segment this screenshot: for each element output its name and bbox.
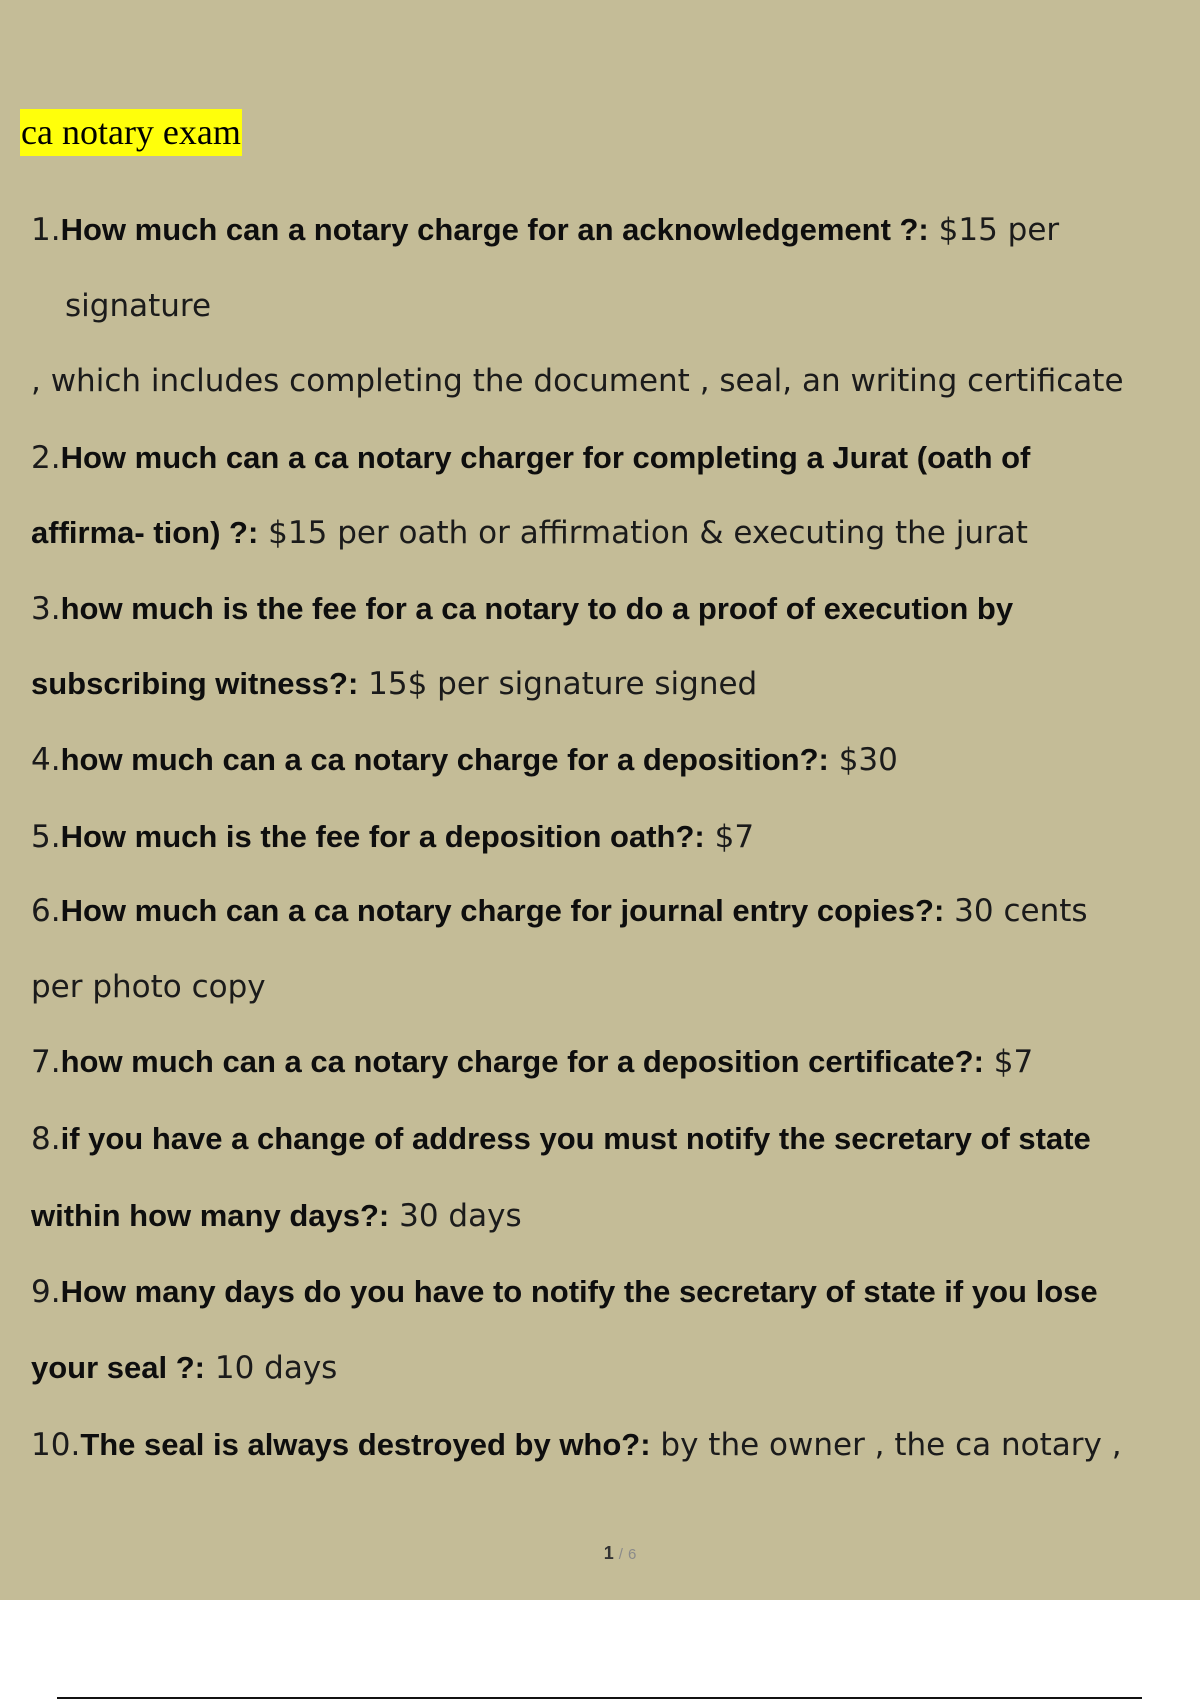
item-question: how much is the fee for a ca notary to do a proof of execution by	[60, 591, 1014, 626]
item-number: 10.	[31, 1427, 81, 1463]
current-page: 1	[603, 1543, 614, 1563]
list-item	[31, 740, 898, 780]
item-question: how much can a ca notary charge for a deposition?:	[60, 742, 829, 777]
item-number: 3.	[31, 591, 61, 627]
item-answer: 10 days	[214, 1350, 338, 1386]
list-item-continuation	[31, 1348, 337, 1388]
item-answer: by the owner , the ca notary ,	[660, 1427, 1122, 1463]
item-answer: $30	[838, 742, 898, 778]
list-item	[31, 1272, 1098, 1312]
item-question: How many days do you have to notify the secretary of state if you lose	[60, 1274, 1098, 1309]
item-answer: 30 cents	[954, 893, 1088, 929]
item-question: The seal is always destroyed by who?:	[80, 1427, 651, 1462]
item-number: 5.	[31, 819, 61, 855]
item-number: 7.	[31, 1044, 61, 1080]
item-answer: $7	[993, 1044, 1034, 1080]
item-answer: 30 days	[399, 1198, 522, 1234]
item-question: How much can a ca notary charger for completing a Jurat (oath of	[60, 440, 1031, 475]
item-number: 9.	[31, 1274, 61, 1310]
list-item	[31, 589, 1013, 629]
item-question-continuation: affirma- tion) ?:	[31, 515, 259, 550]
item-question: How much is the fee for a deposition oath?:	[60, 819, 705, 854]
item-question-continuation: subscribing witness?:	[31, 666, 359, 701]
list-item	[31, 1042, 1033, 1082]
list-item	[31, 891, 1088, 931]
list-item	[31, 1119, 1091, 1159]
item-question: How much can a notary charge for an acknowledgement ?:	[60, 212, 929, 247]
page-separator: /	[618, 1546, 623, 1563]
item-number: 2.	[31, 440, 61, 476]
item-question: how much can a ca notary charge for a deposition certificate?:	[60, 1044, 984, 1079]
item-number: 1.	[31, 212, 61, 248]
horizontal-divider	[57, 1697, 1142, 1699]
list-item	[31, 438, 1030, 478]
list-item-continuation	[31, 664, 757, 704]
list-item-continuation	[31, 513, 1028, 553]
list-item-continuation	[31, 1196, 522, 1236]
item-answer-continuation: , which includes completing the document , seal, an writing certificate	[31, 363, 1124, 399]
item-answer-continuation: signature	[65, 288, 212, 324]
page-indicator	[0, 1543, 1200, 1564]
item-number: 6.	[31, 893, 61, 929]
item-question-continuation: your seal ?:	[31, 1350, 205, 1385]
list-item	[31, 1425, 1122, 1465]
item-number: 8.	[31, 1121, 61, 1157]
document-title: ca notary exam	[20, 109, 242, 156]
item-question: if you have a change of address you must notify the secretary of state	[60, 1121, 1091, 1156]
list-item	[31, 817, 754, 857]
item-answer-continuation: per photo copy	[31, 969, 266, 1005]
item-question: How much can a ca notary charge for journal entry copies?:	[60, 893, 945, 928]
item-answer: $15 per oath or affirmation & executing the jurat	[268, 515, 1028, 551]
item-answer: $15 per	[938, 212, 1060, 248]
list-item	[31, 210, 1059, 250]
item-number: 4.	[31, 742, 61, 778]
total-pages: 6	[627, 1546, 637, 1563]
item-answer: 15$ per signature signed	[368, 666, 758, 702]
item-question-continuation: within how many days?:	[31, 1198, 390, 1233]
item-answer: $7	[714, 819, 755, 855]
